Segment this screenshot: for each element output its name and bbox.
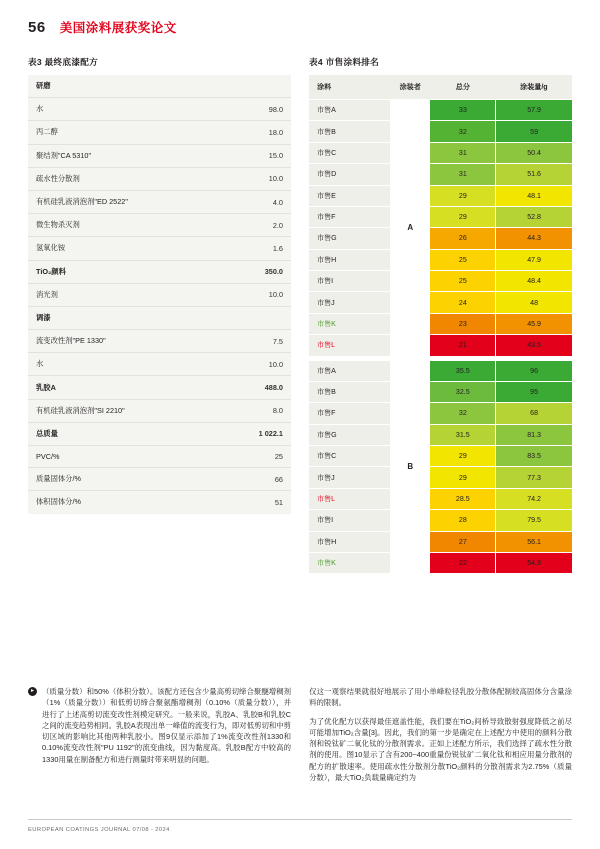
table4-cell-amount: 45.9 — [496, 313, 572, 334]
table4-cell-score: 25 — [430, 271, 496, 292]
table4-cell-score: 32 — [430, 121, 496, 142]
table-row — [28, 491, 291, 514]
table-row — [28, 214, 291, 237]
page-header — [28, 0, 572, 46]
table3-cell-name: 体积固体分/% — [36, 497, 81, 507]
table-row — [309, 292, 572, 313]
table4-cell-score: 22 — [430, 552, 496, 573]
table4-cell-amount: 48 — [496, 292, 572, 313]
table4-cell-score: 29 — [430, 206, 496, 227]
table-row — [28, 167, 291, 190]
table4-cell-paint: 市售J — [309, 292, 391, 313]
table4-cell-paint: 市售A — [309, 100, 391, 121]
table4-cell-amount: 47.9 — [496, 249, 572, 270]
table-row — [309, 335, 572, 356]
table4-cell-amount: 77.3 — [496, 467, 572, 488]
table-row — [309, 100, 572, 121]
body-paragraph-right-2: 为了优化配方以获得最佳遮盖性能，我们要在TiO₂间桥导致散射强度降低之前尽可能增加TiO₂含量[3]。因此，我们的第一步是确定在上述配方中使用的颜料分散剂和锐钛矿二氧化钛的分散剂需求。正如上述配方所示，我们选择了疏水性分散剂的使用。图10显示了含有200~400重量份锐钛矿二氧化钛和相应用量分散剂的配方的扩散速率。使用疏水性分散剂分散TiO₂颜料的分散剂需求为2.75%（质量分数），最大TiO₂负载量确定约为 — [309, 716, 572, 782]
table4-cell-paint: 市售G — [309, 424, 391, 445]
table3-cell-name: 调漆 — [28, 306, 219, 329]
table4-header-paint: 涂料 — [309, 75, 391, 100]
table4-cell-amount: 57.9 — [496, 100, 572, 121]
table4-cell-amount: 95 — [496, 381, 572, 402]
table4-header-row — [309, 75, 572, 100]
table3-cell-value: 4.0 — [219, 190, 291, 213]
table3-cell-value: 350.0 — [219, 260, 291, 283]
table-row — [309, 403, 572, 424]
table3-cell-name: TiO₂颜料 — [28, 260, 219, 283]
table4-cell-amount: 68 — [496, 403, 572, 424]
table-row — [28, 260, 291, 283]
table4-cell-score: 31 — [430, 142, 496, 163]
table3-cell-name: 水 — [28, 353, 219, 376]
table4-cell-amount: 96 — [496, 361, 572, 382]
table3-cell-value — [219, 306, 291, 329]
table3-cell-name: 乳胶A — [28, 376, 219, 399]
body-paragraph-left: （质量分数）和50%（体积分数）。该配方还包含少量高剪切缔合聚醚增稠剂（1%（质量分数））和低剪切缔合聚氨酯增稠剂（0.10%（质量分数）），并进行了上述高剪切流变改性剂模定研究。一般来说，乳胶A、乳胶B和乳胶C之间的流变趋势相同。乳胶A表现出单一峰值的流变行为，即对低剪切和中剪切区域的影响比其他两种乳胶小。图9仅显示添加了1%流变改性剂1330和0.10%流变改性剂"PU 1192"的流变曲线，因为黏度高。乳胶B配方中较高的1330用量在制备配方和进行测量时带来明显的问题。 — [42, 687, 292, 764]
table-row — [28, 283, 291, 306]
table4-cell-score: 32 — [430, 403, 496, 424]
table3-cell-value: 1.6 — [219, 237, 291, 260]
table3-cell-value: 66 — [219, 468, 291, 491]
table4-cell-score: 29 — [430, 446, 496, 467]
table4-cell-amount: 83.5 — [496, 446, 572, 467]
table3-cell-name: 聚结剂"CA 5310" — [28, 144, 219, 167]
table4-header-applicator: 涂装者 — [391, 75, 430, 100]
table-row — [28, 376, 291, 399]
tables-area — [28, 56, 572, 574]
table4-cell-score: 33 — [430, 100, 496, 121]
table-row — [28, 190, 291, 213]
table4-cell-paint: 市售I — [309, 510, 391, 531]
table4-cell-paint: 市售B — [309, 121, 391, 142]
table4-cell-score: 25 — [430, 249, 496, 270]
table4-cell-amount: 74.2 — [496, 488, 572, 509]
table-row — [28, 446, 291, 468]
table4-cell-paint: 市售L — [309, 488, 391, 509]
table-row — [309, 249, 572, 270]
table4-column — [309, 56, 572, 574]
table3-cell-value: 8.0 — [219, 399, 291, 422]
table-row — [309, 313, 572, 334]
table4-cell-score: 28.5 — [430, 488, 496, 509]
footer-divider — [28, 819, 572, 820]
footer-text: EUROPEAN COATINGS JOURNAL 07/08 - 2024 — [28, 827, 170, 833]
table3-cell-value: 10.0 — [219, 283, 291, 306]
table4-cell-score: 31 — [430, 164, 496, 185]
table4-cell-paint: 市售J — [309, 467, 391, 488]
table3-cell-name: 研磨 — [28, 75, 219, 98]
table4-header-score: 总分 — [430, 75, 496, 100]
table4-cell-amount: 52.8 — [496, 206, 572, 227]
table-row — [309, 424, 572, 445]
table-row — [309, 510, 572, 531]
table4-cell-score: 28 — [430, 510, 496, 531]
table3-column — [28, 56, 291, 574]
table-row — [309, 271, 572, 292]
table-row — [309, 531, 572, 552]
table4-cell-amount: 51.6 — [496, 164, 572, 185]
table4-cell-score: 32.5 — [430, 381, 496, 402]
table3-cell-value: 18.0 — [219, 121, 291, 144]
table4-cell-amount: 50.4 — [496, 142, 572, 163]
table3 — [28, 75, 291, 514]
table3-cell-value — [219, 75, 291, 98]
table-row — [309, 488, 572, 509]
table4-cell-amount: 79.5 — [496, 510, 572, 531]
table3-cell-name: 有机硅乳液消泡剂"SI 2210" — [28, 399, 219, 422]
table3-cell-name: 质量固体分/% — [28, 468, 219, 491]
table-row — [28, 98, 291, 121]
table3-cell-name: 有机硅乳液消泡剂"ED 2522" — [28, 190, 219, 213]
table4-cell-score: 23 — [430, 313, 496, 334]
table3-cell-value: 1 022.1 — [219, 422, 291, 445]
table-row — [28, 121, 291, 144]
table3-cell-value: 10.0 — [219, 353, 291, 376]
table4-cell-score: 21 — [430, 335, 496, 356]
table-row — [28, 330, 291, 353]
table4-cell-applicator: B — [391, 361, 430, 574]
table-row — [28, 422, 291, 445]
table4-cell-amount: 48.4 — [496, 271, 572, 292]
table4-cell-score: 29 — [430, 185, 496, 206]
table-row — [309, 381, 572, 402]
table4-cell-amount: 59 — [496, 121, 572, 142]
table-row — [309, 361, 572, 382]
table4-cell-paint: 市售F — [309, 403, 391, 424]
table4-cell-paint: 市售E — [309, 185, 391, 206]
table-row — [28, 306, 291, 329]
body-column-left — [28, 686, 291, 790]
table3-cell-value: 2.0 — [219, 214, 291, 237]
table4-cell-paint: 市售C — [309, 142, 391, 163]
table-row — [28, 353, 291, 376]
table-row — [309, 228, 572, 249]
table-row — [309, 552, 572, 573]
table-row — [28, 468, 291, 491]
table4-cell-amount: 54.9 — [496, 552, 572, 573]
table4-header-amount: 涂装量/g — [496, 75, 572, 100]
table3-cell-value: 25 — [219, 446, 291, 468]
table3-cell-name: 消光剂 — [28, 283, 219, 306]
table4-cell-score: 26 — [430, 228, 496, 249]
table-row — [28, 237, 291, 260]
table-row — [28, 144, 291, 167]
page-number: 56 — [28, 18, 46, 36]
table4-cell-paint: 市售G — [309, 228, 391, 249]
table4-cell-applicator: A — [391, 100, 430, 357]
table-row — [309, 185, 572, 206]
table-row — [28, 75, 291, 98]
table4-cell-paint: 市售H — [309, 249, 391, 270]
table4-cell-paint: 市售K — [309, 313, 391, 334]
body-paragraph-right-1: 仅这一观察结果就很好地展示了用小单峰粒径乳胶分散体配制较高固体分含量涂料的限制。 — [309, 687, 572, 708]
table3-cell-name: 氢氧化铵 — [28, 237, 219, 260]
table3-cell-name: 疏水性分散剂 — [28, 167, 219, 190]
table-row — [309, 164, 572, 185]
table3-cell-value: 98.0 — [219, 98, 291, 121]
table3-cell-name: 水 — [28, 98, 219, 121]
body-text-area — [28, 686, 572, 790]
table4-cell-paint: 市售L — [309, 335, 391, 356]
table3-cell-name: 丙二醇 — [28, 121, 219, 144]
table-row — [309, 121, 572, 142]
table4-cell-score: 24 — [430, 292, 496, 313]
table4-caption: 表4 市售涂料排名 — [309, 57, 380, 67]
body-column-right — [309, 686, 572, 790]
table4-cell-paint: 市售B — [309, 381, 391, 402]
table4-cell-score: 31.5 — [430, 424, 496, 445]
page-title: 美国涂料展获奖论文 — [59, 21, 177, 35]
table4-cell-amount: 48.1 — [496, 185, 572, 206]
table4-cell-amount: 43.6 — [496, 335, 572, 356]
table4-cell-paint: 市售F — [309, 206, 391, 227]
table4-cell-paint: 市售C — [309, 446, 391, 467]
table3-cell-name: 流变改性剂"PE 1330" — [28, 330, 219, 353]
table4-cell-paint: 市售I — [309, 271, 391, 292]
table4-cell-score: 35.5 — [430, 361, 496, 382]
table3-cell-name: 总质量 — [28, 422, 219, 445]
table-row — [309, 467, 572, 488]
table3-cell-value: 488.0 — [219, 376, 291, 399]
table3-cell-name: PVC/% — [28, 446, 219, 468]
table3-cell-value: 10.0 — [219, 167, 291, 190]
bullet-icon: ▸ — [28, 687, 37, 696]
table-row — [28, 399, 291, 422]
table3-cell-value: 7.5 — [219, 330, 291, 353]
table-row — [309, 142, 572, 163]
table3-cell-name: 微生物杀灭剂 — [28, 214, 219, 237]
table3-caption: 表3 最终底漆配方 — [28, 57, 99, 67]
table3-cell-value: 51 — [274, 497, 283, 507]
table4-cell-amount: 81.3 — [496, 424, 572, 445]
table4-cell-score: 29 — [430, 467, 496, 488]
table4-cell-score: 27 — [430, 531, 496, 552]
table4-cell-paint: 市售D — [309, 164, 391, 185]
table-row — [309, 206, 572, 227]
table3-cell-value: 15.0 — [219, 144, 291, 167]
table4 — [309, 75, 572, 574]
table4-cell-amount: 44.3 — [496, 228, 572, 249]
table4-cell-amount: 56.1 — [496, 531, 572, 552]
table4-cell-paint: 市售A — [309, 361, 391, 382]
table4-cell-paint: 市售K — [309, 552, 391, 573]
table4-cell-paint: 市售H — [309, 531, 391, 552]
table-row — [309, 446, 572, 467]
